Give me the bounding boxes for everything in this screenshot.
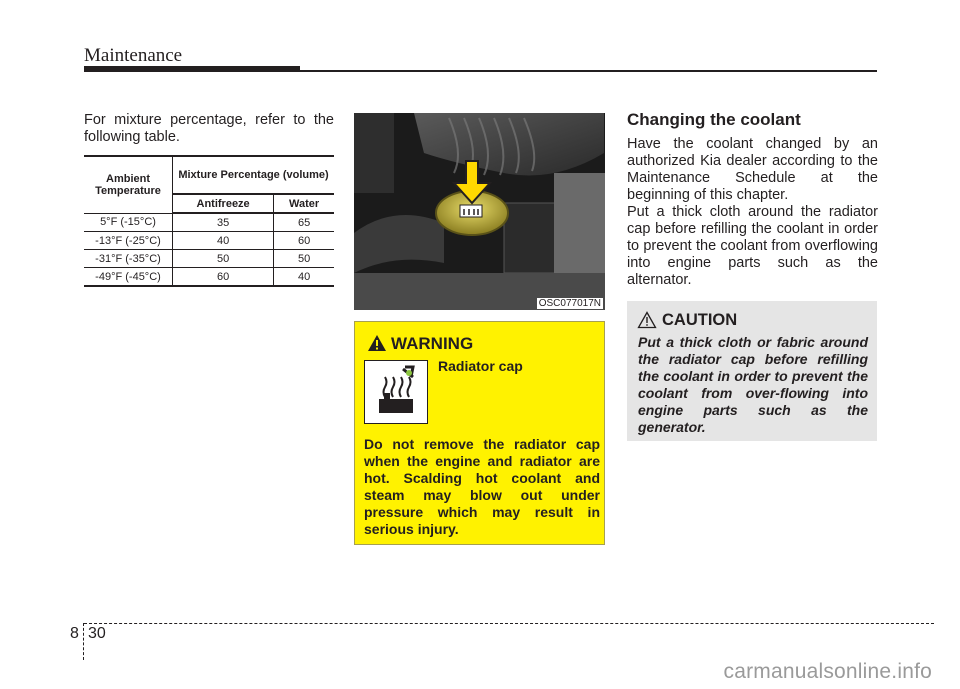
cell-temp: -49°F (-45°C) bbox=[84, 268, 173, 287]
footer-rule bbox=[84, 623, 934, 624]
engine-bay-illustration bbox=[354, 113, 605, 310]
mixture-table bbox=[84, 155, 334, 287]
watermark-text: carmanualsonline.info bbox=[723, 660, 932, 683]
caution-title: CAUTION bbox=[662, 311, 738, 329]
cell-antifreeze: 35 bbox=[173, 213, 274, 232]
col-mixture-percentage: Mixture Percentage (volume) bbox=[173, 156, 335, 194]
cell-antifreeze: 40 bbox=[173, 232, 274, 250]
caution-triangle-icon bbox=[637, 311, 657, 329]
footer-divider bbox=[83, 623, 84, 660]
cell-temp: -31°F (-35°C) bbox=[84, 250, 173, 268]
chapter-number: 8 bbox=[70, 625, 79, 642]
intro-text: For mixture percentage, refer to the following table. bbox=[84, 112, 334, 145]
col-antifreeze: Antifreeze bbox=[173, 194, 274, 213]
warning-subtitle: Radiator cap bbox=[438, 358, 523, 374]
header-rule bbox=[300, 70, 877, 72]
table-row bbox=[84, 250, 334, 268]
table-row bbox=[84, 268, 334, 287]
cell-antifreeze: 60 bbox=[173, 268, 274, 287]
photo-caption: OSC077017N bbox=[538, 298, 601, 309]
warning-triangle-icon bbox=[367, 334, 387, 352]
section-heading: Changing the coolant bbox=[627, 110, 801, 129]
table-row bbox=[84, 232, 334, 250]
page-header-title: Maintenance bbox=[84, 45, 183, 66]
warning-title: WARNING bbox=[391, 334, 474, 353]
cell-temp: -13°F (-25°C) bbox=[84, 232, 173, 250]
radiator-hot-icon bbox=[364, 360, 428, 424]
cell-antifreeze: 50 bbox=[173, 250, 274, 268]
caution-box bbox=[627, 301, 877, 441]
engine-bay-photo bbox=[354, 113, 605, 310]
warning-text: Do not remove the radiator cap when the engine and radiator are hot. Scalding hot coolant and steam may blow out under pressure which may result in serious injury. bbox=[364, 436, 600, 537]
col-water: Water bbox=[274, 194, 334, 213]
cell-water: 40 bbox=[274, 268, 334, 287]
table-row bbox=[84, 213, 334, 232]
cell-water: 50 bbox=[274, 250, 334, 268]
coolant-paragraph-2: Put a thick cloth around the radiator cap before refilling the coolant in order to prevent the coolant from overflowing into engine parts such as the alternator. bbox=[627, 204, 878, 288]
col-ambient-temperature: Ambient Temperature bbox=[84, 156, 173, 213]
coolant-paragraph-1: Have the coolant changed by an authorized Kia dealer according to the Maintenance Schedule at the beginning of this chapter. bbox=[627, 136, 878, 203]
warning-box bbox=[354, 321, 605, 545]
cell-temp: 5°F (-15°C) bbox=[84, 213, 173, 232]
cell-water: 65 bbox=[274, 213, 334, 232]
cell-water: 60 bbox=[274, 232, 334, 250]
page-number: 30 bbox=[88, 625, 106, 642]
caution-text: Put a thick cloth or fabric around the radiator cap before refilling the coolant in order to prevent the coolant from over-flowing into engine parts such as the generator. bbox=[638, 334, 868, 435]
header-bar bbox=[84, 66, 300, 72]
